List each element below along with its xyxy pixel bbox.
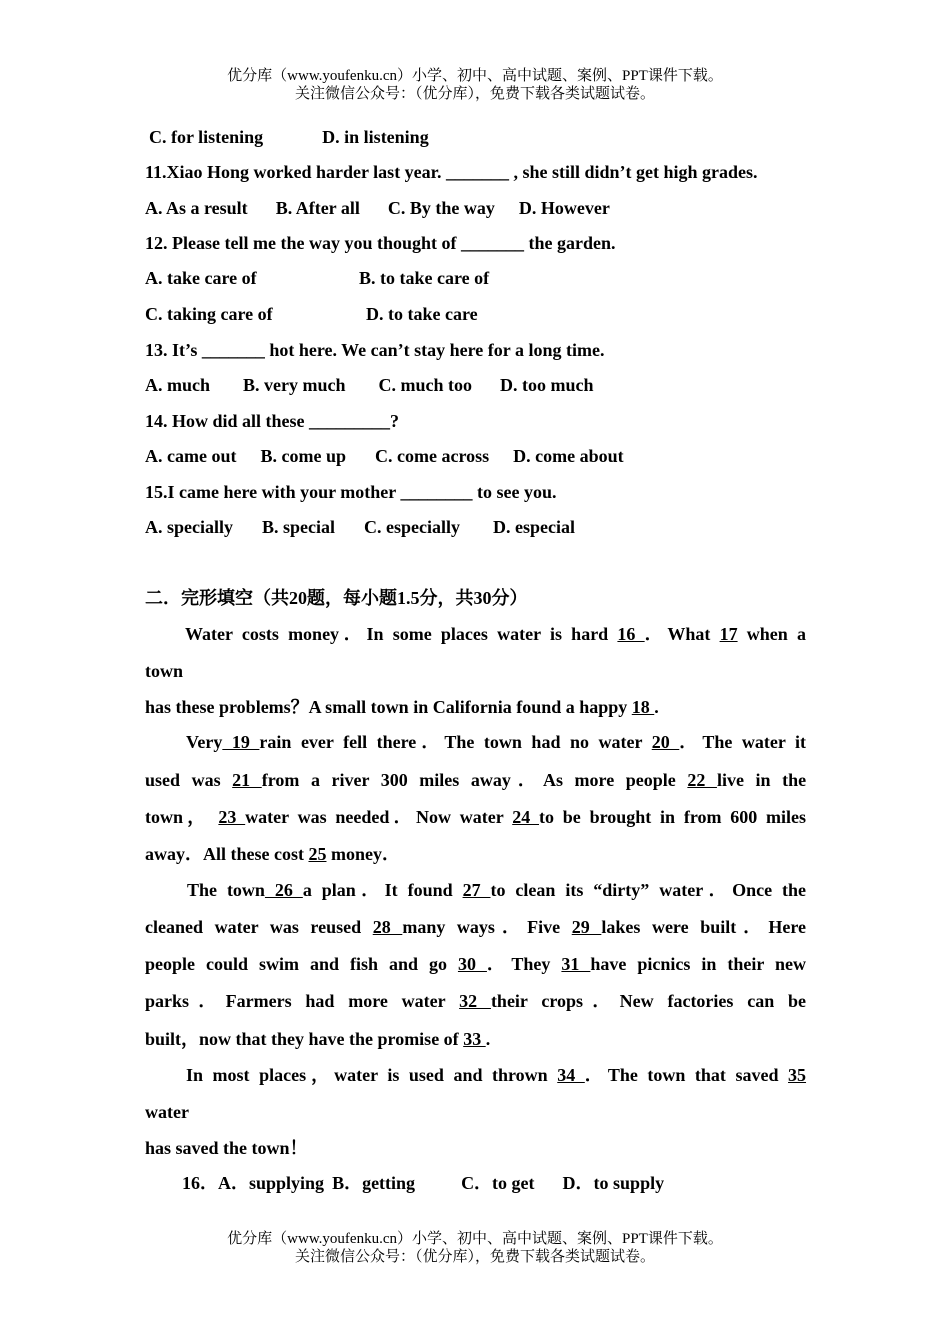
q16-option-a: A．supplying xyxy=(218,1173,325,1193)
p3-line-5: built，now that they have the promise of 33 . xyxy=(145,1029,491,1049)
blank-30: 30 xyxy=(457,954,487,974)
q13-option-b: B. very much xyxy=(243,375,346,395)
blank-27: 27 xyxy=(462,880,491,900)
blank-32: 32 xyxy=(459,991,491,1011)
q10-option-d: D. in listening xyxy=(322,127,429,147)
q12-option-b: B. to take care of xyxy=(359,268,490,288)
blank-16: 16 xyxy=(617,624,645,644)
page-footer xyxy=(0,1230,950,1266)
q13-option-c: C. much too xyxy=(378,375,473,395)
q14-option-b: B. come up xyxy=(260,446,346,466)
p2-line-2: used was 21 from a river 300 miles away．As more people 22 live in the xyxy=(145,770,807,790)
footer-line-1: 优分库（www.youfenku.cn）小学、初中、高中试题、案例、PPT课件下载。 xyxy=(227,1231,723,1247)
q11-option-d: D. However xyxy=(518,198,610,218)
p4-line-3: has saved the town！ xyxy=(145,1138,308,1158)
q12-option-c: C. taking care of xyxy=(145,304,273,324)
q12-option-d: D. to take care xyxy=(366,304,478,324)
q16-option-c: C．to get xyxy=(461,1173,535,1193)
q15-stem: 15.I came here with your mother ________ to see you. xyxy=(145,482,557,502)
q16-option-b: B．getting xyxy=(332,1173,416,1193)
q12-stem: 12. Please tell me the way you thought of _______ the garden. xyxy=(145,233,616,253)
p3-line-1: The town 26 a plan．It found 27 to clean its “dirty” water．Once the xyxy=(187,880,806,900)
p2-line-3: town， 23 water was needed．Now water 24 to be brought in from 600 miles xyxy=(145,807,807,827)
q14-stem: 14. How did all these _________? xyxy=(145,411,400,431)
blank-31: 31 xyxy=(561,954,591,974)
q15-option-d: D. especial xyxy=(493,517,575,537)
p3-line-3: people could swim and fish and go 30 ．They 31 have picnics in their new xyxy=(145,954,806,974)
q16-option-d: D．to supply xyxy=(562,1173,665,1193)
q15-option-a: A. specially xyxy=(145,517,233,537)
p3-line-4: parks．Farmers had more water 32 their crops．New factories can be xyxy=(145,991,807,1011)
q14-options xyxy=(145,445,624,467)
p1-line-2: town xyxy=(145,661,184,681)
blank-20: 20 xyxy=(651,732,680,752)
q16-options xyxy=(182,1172,664,1194)
p4-line-2: water xyxy=(145,1102,189,1122)
blank-28: 28 xyxy=(372,917,403,937)
blank-17: 17 xyxy=(719,624,738,644)
page-header xyxy=(0,67,950,103)
q16-label: 16． xyxy=(182,1173,218,1193)
q12-options-cd xyxy=(145,303,478,325)
blank-26: 26 xyxy=(264,880,303,900)
q14-option-d: D. come about xyxy=(513,446,624,466)
q10-options xyxy=(149,126,429,148)
blank-18: 18 xyxy=(631,697,655,717)
q13-options xyxy=(145,374,594,396)
p1-line-1: Water costs money．In some places water is hard 16 ．What 17 when a xyxy=(185,624,807,644)
blank-35: 35 xyxy=(788,1065,807,1085)
p2-line-4: away．All these cost 25 money． xyxy=(145,844,400,864)
q10-option-c: C. for listening xyxy=(149,127,264,147)
q14-option-a: A. came out xyxy=(145,446,237,466)
p3-line-2: cleaned water was reused 28 many ways．Five 29 lakes were built．Here xyxy=(145,917,807,937)
q12-options-ab xyxy=(145,267,489,289)
blank-25: 25 xyxy=(308,844,327,864)
q11-option-b: B. After all xyxy=(275,198,360,218)
p4-line-1: In most places，water is used and thrown 34 ．The town that saved 35 xyxy=(186,1065,807,1085)
q13-option-a: A. much xyxy=(145,375,211,395)
q15-option-b: B. special xyxy=(262,517,336,537)
q12-option-a: A. take care of xyxy=(145,268,257,288)
blank-23: 23 xyxy=(218,807,246,827)
p2-line-1: Very 19 rain ever fell there．The town had no water 20 ．The water it xyxy=(186,732,807,752)
q13-option-d: D. too much xyxy=(500,375,594,395)
q15-option-c: C. especially xyxy=(364,517,461,537)
blank-33: 33 xyxy=(463,1029,486,1049)
q14-option-c: C. come across xyxy=(374,446,490,466)
p1-line-3: has these problems？A small town in California found a happy 18 . xyxy=(145,697,659,717)
blank-34: 34 xyxy=(557,1065,585,1085)
blank-19: 19 xyxy=(222,732,260,752)
blank-21: 21 xyxy=(232,770,262,790)
q11-option-c: C. By the way xyxy=(387,198,495,218)
q15-options xyxy=(145,516,575,538)
section-2-title: 二．完形填空（共20题，每小题1.5分，共30分） xyxy=(145,588,528,608)
blank-22: 22 xyxy=(687,770,717,790)
header-line-2: 关注微信公众号：（优分库），免费下载各类试题试卷。 xyxy=(294,86,655,102)
blank-24: 24 xyxy=(512,807,539,827)
q11-stem: 11.Xiao Hong worked harder last year. _______ , she still didn’t get high grades. xyxy=(145,162,758,182)
q13-stem: 13. It’s _______ hot here. We can’t stay here for a long time. xyxy=(145,340,605,360)
header-line-1: 优分库（www.youfenku.cn）小学、初中、高中试题、案例、PPT课件下载。 xyxy=(227,68,723,84)
footer-line-2: 关注微信公众号：（优分库），免费下载各类试题试卷。 xyxy=(294,1249,655,1265)
q11-options xyxy=(145,197,610,219)
blank-29: 29 xyxy=(571,917,602,937)
q11-option-a: A. As a result xyxy=(145,198,248,218)
